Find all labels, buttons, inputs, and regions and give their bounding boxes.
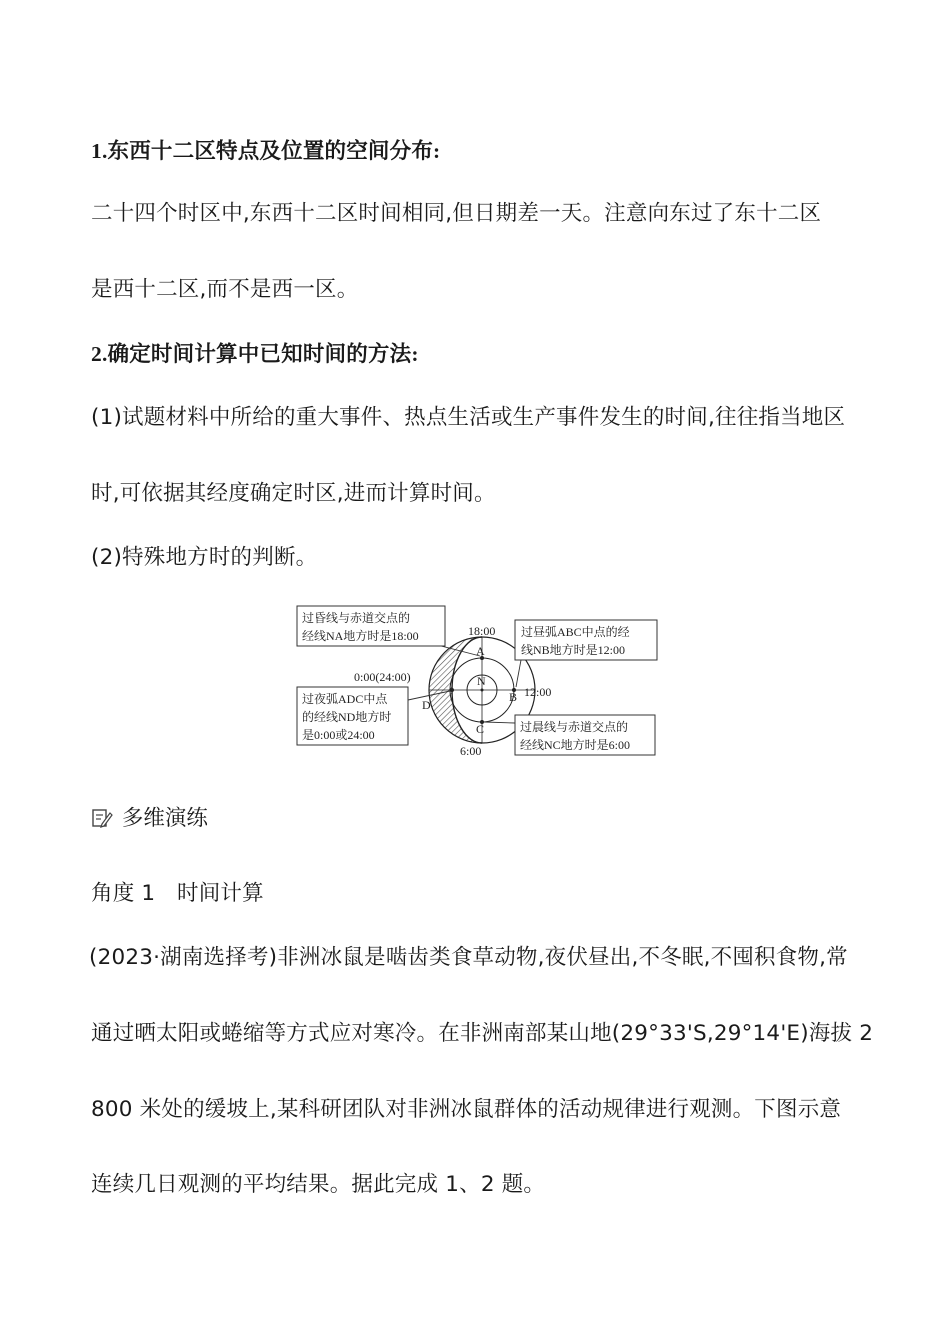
time-bottom: 6:00 [460,744,482,758]
callout-nb-line-2: 线NB地方时是12:00 [521,643,626,657]
section2-heading: 2.确定时间计算中已知时间的方法: [91,342,419,366]
time-top: 18:00 [468,624,496,638]
callout-na-line-1: 过昏线与赤道交点的 [302,611,411,625]
dot-n [481,689,484,692]
question-line-3: 800 米处的缓坡上,某科研团队对非洲冰鼠群体的活动规律进行观测。下图示意 [91,1097,842,1122]
callout-nd-line-1: 过夜弧ADC中点 [302,692,388,706]
callout-na-line-2: 经线NA地方时是18:00 [302,629,419,643]
section2-item1-line-1: (1)试题材料中所给的重大事件、热点生活或生产事件发生的时间,往往指当地区 [91,405,846,430]
section1-line-2: 是西十二区,而不是西一区。 [91,277,359,302]
label-b: B [509,690,518,704]
question-line-1: (2023·湖南选择考)非洲冰鼠是啮齿类食草动物,夜伏昼出,不冬眠,不囤积食物,常 [89,945,848,970]
section1-line-1: 二十四个时区中,东西十二区时间相同,但日期差一天。注意向东过了东十二区 [91,201,822,226]
section1-heading: 1.东西十二区特点及位置的空间分布: [91,139,441,163]
callout-nb-line-1: 过昼弧ABC中点的经 [521,625,630,639]
angle-heading: 角度 1 时间计算 [91,881,264,906]
label-a: A [476,644,485,658]
question-line-4: 连续几日观测的平均结果。据此完成 1、2 题。 [91,1172,546,1197]
dot-d [450,688,454,692]
practice-title-text: 多维演练 [121,806,208,831]
callout-nd-line-2: 的经线ND地方时 [302,710,392,724]
notepad-pencil-icon [91,807,113,829]
section2-item1-line-2: 时,可依据其经度确定时区,进而计算时间。 [91,481,496,506]
question-line-2: 通过晒太阳或蜷缩等方式应对寒冷。在非洲南部某山地(29°33'S,29°14'E)海拔 2 [91,1021,874,1046]
label-d: D [422,698,431,712]
practice-title [91,804,208,834]
callout-nc-line-1: 过晨线与赤道交点的 [520,720,629,734]
label-n: N [477,674,486,688]
callout-nc-line-2: 经线NC地方时是6:00 [520,738,631,752]
time-zone-diagram [296,605,658,760]
time-right: 12:00 [524,685,552,699]
callout-nd [297,687,450,745]
section2-item2: (2)特殊地方时的判断。 [91,545,318,570]
callout-nd-line-3: 是0:00或24:00 [302,728,375,742]
callout-nb [515,620,657,687]
time-left: 0:00(24:00) [354,670,411,684]
label-c: C [476,722,485,736]
callout-na [297,606,480,656]
